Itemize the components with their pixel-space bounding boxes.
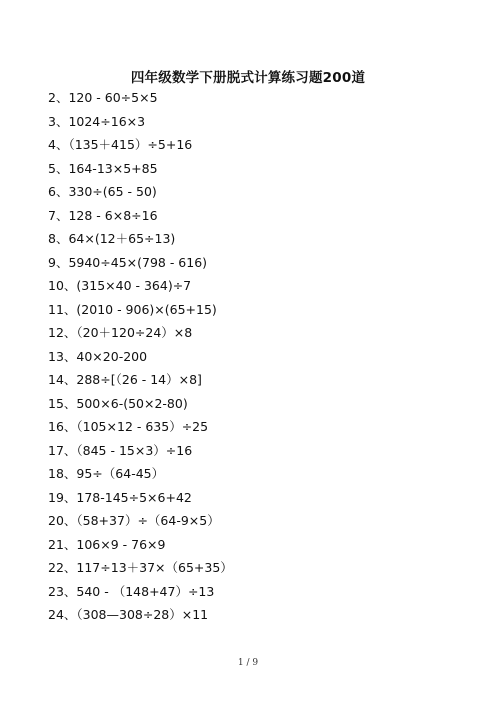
problem-item: 18、95÷（64-45） <box>48 466 165 481</box>
problem-item: 20、（58+37）÷（64-9×5） <box>48 513 220 528</box>
problem-item: 14、288÷[（26 - 14）×8] <box>48 372 202 387</box>
problem-list <box>48 86 233 627</box>
problem-item: 24、（308—308÷28）×11 <box>48 607 209 622</box>
problem-item: 5、164-13×5+85 <box>48 160 158 176</box>
problem-item: 19、178-145÷5×6+42 <box>48 489 192 505</box>
problem-item: 4、（135＋415）÷5+16 <box>48 137 193 152</box>
page-number: 1 / 9 <box>237 658 259 668</box>
problem-item: 17、（845 - 15×3）÷16 <box>48 442 193 458</box>
problem-item: 21、106×9 - 76×9 <box>48 536 166 552</box>
problem-item: 16、（105×12 - 635）÷25 <box>48 419 209 434</box>
problem-item: 12、（20＋120÷24）×8 <box>48 325 193 340</box>
problem-item: 7、128 - 6×8÷16 <box>48 207 158 223</box>
problem-item: 13、40×20-200 <box>48 348 148 364</box>
problem-item: 15、500×6-(50×2-80) <box>48 395 188 411</box>
document-title: 四年级数学下册脱式计算练习题200道 <box>130 70 366 86</box>
problem-item: 3、1024÷16×3 <box>48 113 146 129</box>
problem-item: 10、(315×40 - 364)÷7 <box>48 278 192 293</box>
problem-item: 2、120 - 60÷5×5 <box>48 90 158 105</box>
problem-item: 22、117÷13＋37×（65+35） <box>48 560 233 575</box>
problem-item: 8、64×(12＋65÷13) <box>48 231 176 246</box>
problem-item: 6、330÷(65 - 50) <box>48 184 157 199</box>
problem-item: 9、5940÷45×(798 - 616) <box>48 254 208 270</box>
problem-item: 11、(2010 - 906)×(65+15) <box>48 301 217 317</box>
problem-item: 23、540 - （148+47）÷13 <box>48 583 215 599</box>
